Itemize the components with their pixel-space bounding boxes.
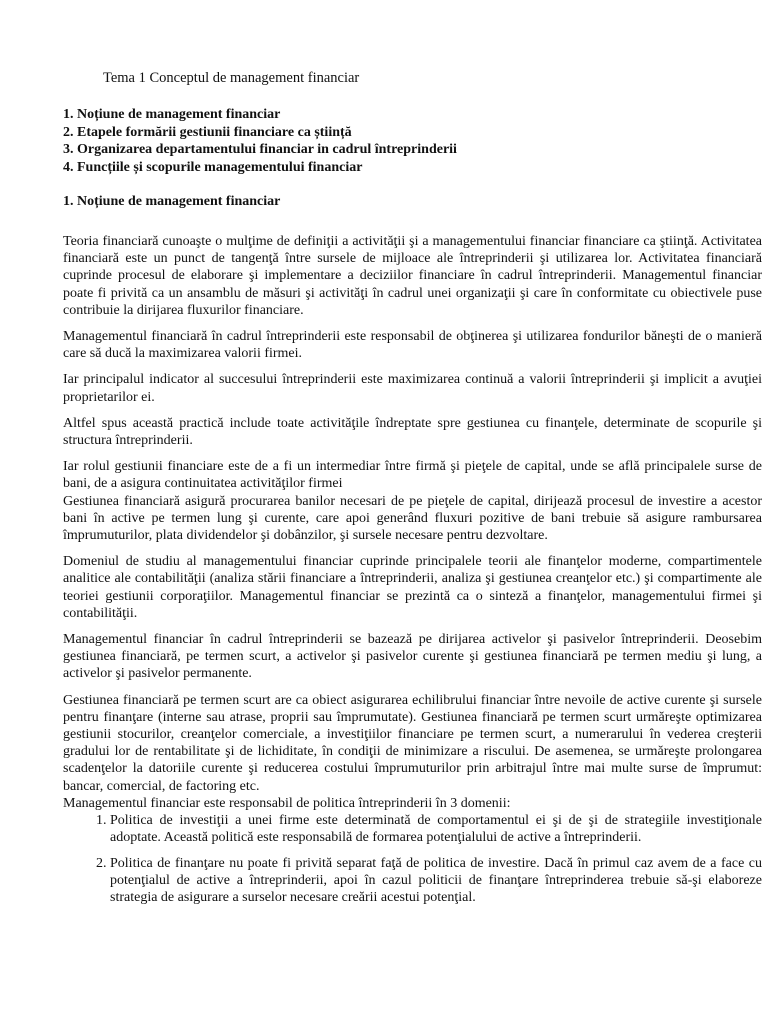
document-title: Tema 1 Conceptul de management financiar [103,70,360,86]
paragraph: Managementul financiar în cadrul întreprinderii se bazează pe dirijarea activelor şi pasivelor întreprinderii. Deosebim gestiunea financiară, pe termen scurt, a activelor şi pasivelor curente şi gestiunea financiară pe termen mediu şi lung, a activelor şi pasivelor permanente. [63,632,762,682]
paragraph: Iar rolul gestiunii financiare este de a fi un intermediar între firmă şi pieţele de capital, unde se află principalele surse de bani, de a asigura continuitatea activităţilor firmei [63,459,762,492]
paragraph: Iar principalul indicator al succesului întreprinderii este maximizarea continuă a valorii întreprinderii şi implicit a avuţiei proprietarilor ei. [63,372,762,405]
paragraph: Gestiunea financiară asigură procurarea banilor necesari de pe pieţele de capital, dirijează procesul de investire a acestor bani în active pe termen lung şi curente, care apoi generând fluxuri pozitive de bani trebuie să asigure rambursarea împrumuturilor, plata dividendelor şi dobânzilor, şi sursele necesare pentru dezvoltare. [63,493,762,544]
list-intro: Managementul financiar este responsabil de politica întreprinderii în 3 domenii: [63,795,511,811]
paragraph: Teoria financiară cunoaşte o mulţime de definiţii a activităţii şi a managementului financiar financiare ca ştiinţă. Activitatea financiară este un punct de tangenţă între sursele de mijloace ale întreprinderii şi utilizarea lor. Activitatea financiară cuprinde procesul de elaborare şi implementare a deciziilor financiare în cadrul întreprinderii. Managementul financiar poate fi privită ca un ansamblu de măsuri şi activităţi în cadrul unei organizaţii şi care în conformitate cu obiectivele puse contribuie la dirijarea fluxurilor financiare. [63,234,762,318]
paragraph: Managementul financiară în cadrul întreprinderii este responsabil de obţinerea şi utilizarea fondurilor băneşti de o manieră care să ducă la maximizarea valorii firmei. [63,329,762,362]
toc-item: 4. Funcțiile și scopurile managementului financiar [63,159,363,175]
paragraph: Gestiunea financiară pe termen scurt are ca obiect asigurarea echilibrului financiar între nevoile de active curente şi sursele pentru finanţare (interne sau atrase, proprii sau împrumutate). Gestiunea financiară pe termen scurt urmăreşte optimizarea gestiunii stocurilor, creanţelor comerciale, a investiţiilor financiare pe termen scurt, a numerarului în vederea creşterii gradului lor de rentabilitate şi de lichiditate, în condiţii de minimizare a riscului. De asemenea, se urmăreşte prolongarea scadenţelor la datoriile curente şi reducerea costului împrumuturilor prin arbitrajul între mai multe surse de împrumut: bancar, comercial, de factoring etc. [63,692,762,794]
list-item: 2. Politica de finanţare nu poate fi privită separat faţă de politica de investire. Dacă în primul caz avem de a face cu potenţialul de active a întreprinderii, apoi în cazul politicii de finanţare întreprinderea trebuie să-şi elaboreze strategia de asigurare a surselor necesare creării acestui potenţial. [110,855,762,907]
list-item: 1. Politica de investiţii a unei firme este determinată de comportamentul ei şi de şi de strategiile investiţionale adoptate. Această politică este responsabilă de formarea potenţialului de active a întreprinderii. [110,812,762,846]
toc-item: 2. Etapele formării gestiunii financiare ca știință [63,124,352,140]
toc-item: 3. Organizarea departamentului financiar in cadrul întreprinderii [63,142,457,157]
document-page [63,70,762,914]
toc-item: 1. Noțiune de management financiar [63,107,281,122]
paragraph: Altfel spus această practică include toate activităţile îndreptate spre gestiunea cu finanţele, determinate de scopurile şi structura întreprinderii. [63,415,762,449]
policy-list [63,812,762,906]
section-heading: 1. Noțiune de management financiar [63,194,281,209]
table-of-contents [63,106,762,176]
paragraph: Domeniul de studiu al managementului financiar cuprinde principalele teorii ale finanţelor moderne, compartimentele analitice ale contabilităţii (analiza stării financiare a întreprinderii, analiza şi gestiunea creanţelor etc.) şi compartimente ale teoriei gestiunii corporaţiilor. Managementul financiar se prezintă ca o sinteză a finanţelor, managementului firmei şi contabilităţii. [63,554,762,621]
